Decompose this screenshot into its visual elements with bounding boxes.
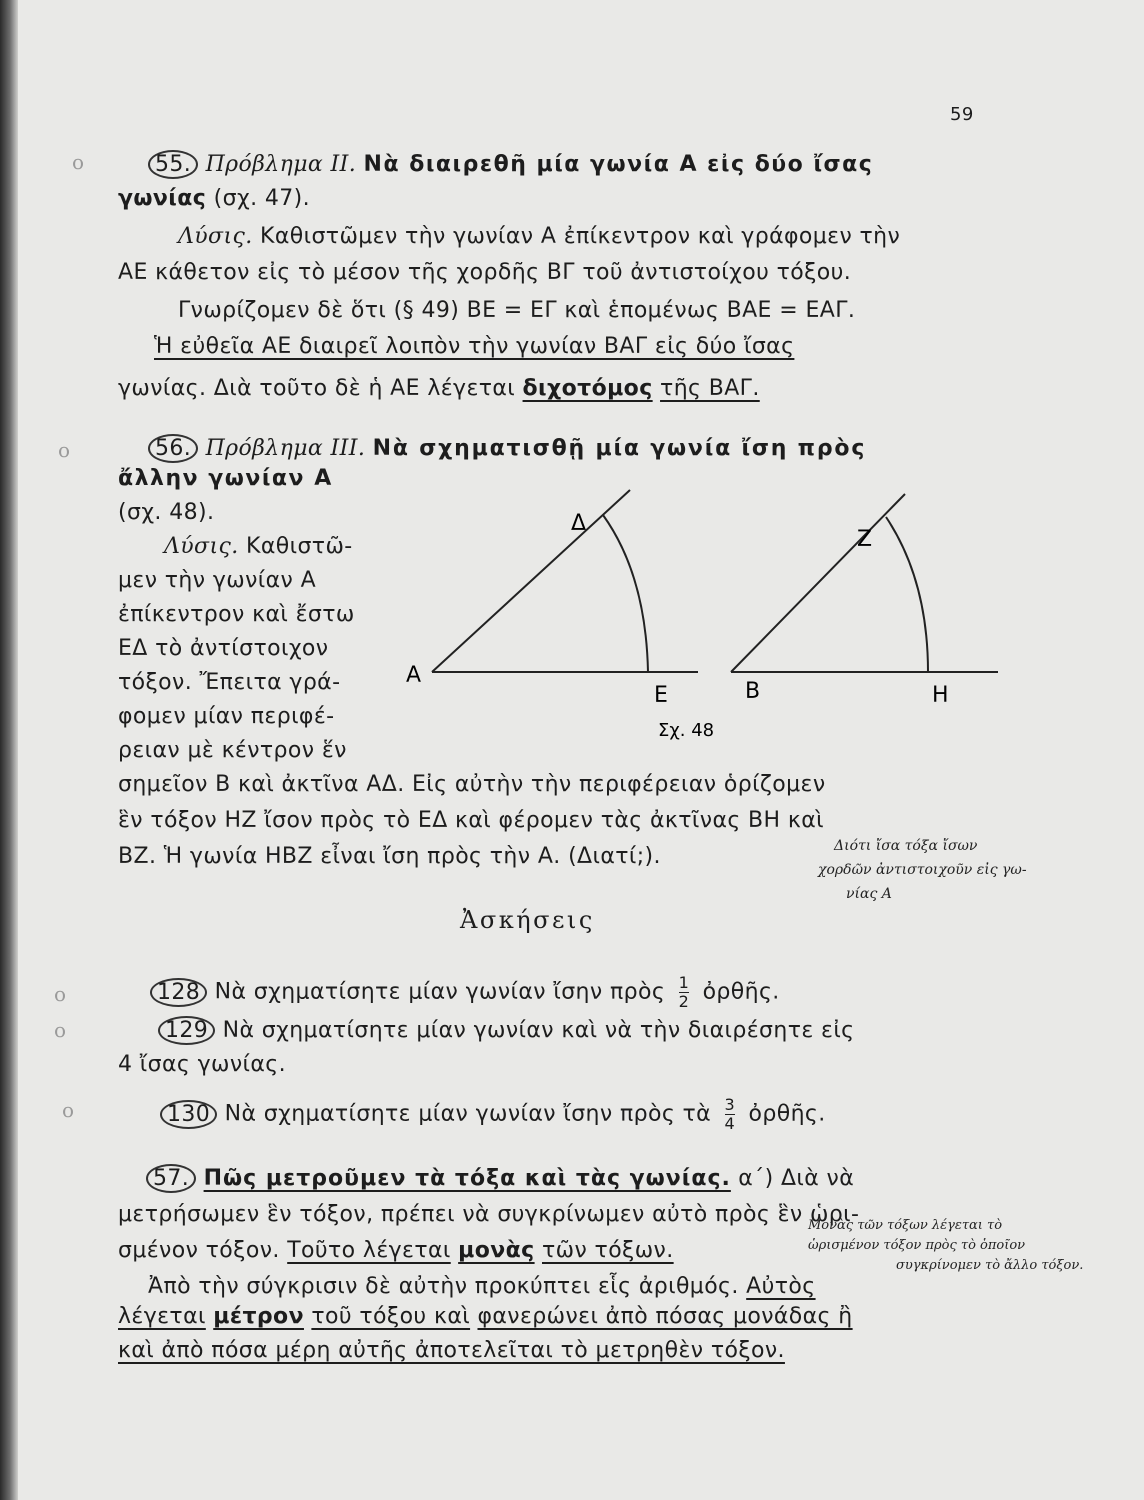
problem-statement: Νὰ διαιρεθῆ μία γωνία Α εἰς δύο ἴσας <box>363 152 874 177</box>
solution-line: μεν τὴν γωνίαν Α <box>118 568 317 593</box>
problem-number: 56. <box>148 434 198 463</box>
ray-ad <box>432 490 630 672</box>
page-number: 59 <box>950 104 974 125</box>
section-text: Ἀπὸ τὴν σύγκρισιν δὲ αὐτὴν προκύπτει εἷς ἀριθμός. <box>148 1274 739 1299</box>
section-line <box>118 1238 674 1263</box>
solution-text: Καθιστῶμεν τὴν γωνίαν Α ἐπίκεντρον καὶ γράφομεν τὴν <box>260 224 901 249</box>
solution-line <box>154 334 794 359</box>
exercise-text: ὀρθῆς. <box>702 979 780 1005</box>
exercise-129-cont: 4 ἴσας γωνίας. <box>118 1052 286 1077</box>
label-h: Η <box>932 683 949 708</box>
problem-number: 55. <box>148 150 198 179</box>
problem-56-line1 <box>148 434 866 463</box>
handwritten-note: νίας Α <box>846 886 892 902</box>
underlined-text: λέγεται <box>118 1304 206 1329</box>
solution-line <box>178 224 900 249</box>
exercises-heading: Ἀσκήσεις <box>460 906 595 934</box>
solution-line: ρειαν μὲ κέντρον ἕν <box>118 738 347 763</box>
section-text: σμένον τόξον. <box>118 1238 280 1263</box>
exercise-128 <box>150 974 780 1011</box>
exercise-129 <box>158 1016 854 1045</box>
solution-label: Λύσις. <box>164 534 239 559</box>
label-b: Β <box>745 679 761 704</box>
handwritten-note: χορδῶν ἀντιστοιχοῦν εἰς γω- <box>818 862 1027 878</box>
term-bisector: διχοτόμος <box>522 376 653 401</box>
handwritten-note: συγκρίνομεν τὸ ἄλλο τόξον. <box>896 1258 1084 1273</box>
fraction <box>725 1096 736 1133</box>
solution-line: ΑΕ κάθετον εἰς τὸ μέσον τῆς χορδῆς ΒΓ τοῦ ἀντιστοίχου τόξου. <box>118 260 852 285</box>
solution-line <box>118 376 760 401</box>
margin-mark: o <box>54 1018 67 1042</box>
exercise-number: 129 <box>158 1016 215 1045</box>
underlined-text: καὶ ἀπὸ πόσα μέρη αὐτῆς ἀποτελεῖται τὸ μετρηθὲν τόξον. <box>118 1338 785 1363</box>
underlined-text: τοῦ τόξου καὶ <box>311 1304 471 1329</box>
exercise-text: Νὰ σχηματίσητε μίαν γωνίαν ἴσην πρὸς τὰ <box>224 1101 712 1127</box>
handwritten-note: Μονὰς τῶν τόξων λέγεται τὸ <box>808 1218 1003 1233</box>
underlined-text: Τοῦτο λέγεται <box>287 1238 451 1263</box>
solution-line: σημεῖον Β καὶ ἀκτῖνα ΑΔ. Εἰς αὐτὴν τὴν περιφέρειαν ὁρίζομεν <box>118 772 826 797</box>
figure-caption: Σχ. 48 <box>658 720 715 741</box>
arc-ed <box>603 515 648 672</box>
solution-line: Γνωρίζομεν δὲ ὅτι (§ 49) ΒΕ = ΕΓ καὶ ἑπομένως ΒΑΕ = ΕΑΓ. <box>178 298 856 323</box>
solution-line <box>164 534 353 559</box>
exercise-text: Νὰ σχηματίσητε μίαν γωνίαν ἴσην πρὸς <box>214 979 666 1005</box>
solution-line: ἓν τόξον ΗΖ ἴσον πρὸς τὸ ΕΔ καὶ φέρομεν τὰς ἀκτῖνας ΒΗ καὶ <box>118 808 824 833</box>
section-text: α΄) Διὰ νὰ <box>738 1166 855 1191</box>
exercise-text: ὀρθῆς. <box>748 1101 826 1127</box>
handwritten-note: Διότι ἴσα τόξα ἴσων <box>834 838 978 854</box>
underlined-text: Ἡ εὐθεῖα ΑΕ διαιρεῖ λοιπὸν τὴν γωνίαν ΒΑΓ εἰς δύο ἴσας <box>154 334 795 359</box>
solution-line: ΒΖ. Ἡ γωνία ΗΒΖ εἶναι ἴση πρὸς τὴν Α. (Διατί;). <box>118 844 661 869</box>
section-title: Πῶς μετροῦμεν τὰ τόξα καὶ τὰς γωνίας. <box>203 1166 731 1191</box>
exercise-number: 128 <box>150 978 207 1007</box>
fraction-numerator: 1 <box>678 973 690 992</box>
exercise-130 <box>160 1096 826 1133</box>
solution-label: Λύσις. <box>178 224 253 249</box>
margin-mark: o <box>62 1098 75 1122</box>
figure-ref: (σχ. 48). <box>118 500 215 525</box>
solution-line: ἐπίκεντρον καὶ ἔστω <box>118 602 355 627</box>
section-line <box>118 1338 785 1363</box>
arc-hz <box>886 517 928 672</box>
term-measure: μέτρον <box>213 1304 304 1329</box>
solution-text: Καθιστῶ- <box>246 534 353 559</box>
section-line <box>148 1274 816 1299</box>
section-line <box>118 1304 853 1329</box>
fraction-denominator: 4 <box>724 1114 736 1133</box>
exercise-number: 130 <box>160 1100 217 1129</box>
book-page <box>18 0 1144 1500</box>
book-binding-edge <box>0 0 18 1500</box>
figure-48 <box>398 480 998 750</box>
underlined-text: φανερώνει ἀπὸ πόσας μονάδας ἢ <box>477 1304 853 1329</box>
solution-line: φομεν μίαν περιφέ- <box>118 704 335 729</box>
ray-bz <box>731 494 905 672</box>
problem-title: Πρόβλημα ΙΙΙ. <box>205 436 366 461</box>
label-e: Ε <box>654 683 668 708</box>
problem-title: Πρόβλημα ΙΙ. <box>205 152 357 177</box>
margin-mark: o <box>54 982 67 1006</box>
handwritten-note: ὡρισμένον τόξον πρὸς τὸ ὁποῖον <box>808 1238 1026 1253</box>
fraction-numerator: 3 <box>724 1095 736 1114</box>
problem-55-line1 <box>148 150 873 179</box>
solution-text: τῆς ΒΑΓ. <box>660 376 760 401</box>
problem-55-line2 <box>118 186 310 211</box>
problem-statement-cont: ἄλλην γωνίαν Α <box>118 466 333 491</box>
section-line: μετρήσωμεν ἓν τόξον, πρέπει νὰ συγκρίνωμεν αὐτὸ πρὸς ἓν ὡρι- <box>118 1202 860 1227</box>
figure-ref: (σχ. 47). <box>213 186 311 211</box>
solution-line: ΕΔ τὸ ἀντίστοιχον <box>118 636 329 661</box>
section-number: 57. <box>146 1164 196 1193</box>
exercise-text: Νὰ σχηματίσητε μίαν γωνίαν καὶ νὰ τὴν διαιρέσητε εἰς <box>222 1018 855 1043</box>
term-unit: μονὰς <box>458 1238 535 1263</box>
underlined-text: Αὐτὸς <box>746 1274 816 1299</box>
margin-mark: o <box>58 438 71 462</box>
margin-mark: o <box>72 150 85 174</box>
label-a: Α <box>406 663 422 688</box>
label-z: Ζ <box>857 527 873 552</box>
section-57-line1 <box>146 1164 854 1193</box>
problem-statement-cont: γωνίας <box>118 186 207 211</box>
fraction-denominator: 2 <box>678 992 690 1011</box>
label-d: Δ <box>571 511 587 536</box>
solution-line: τόξον. Ἔπειτα γρά- <box>118 670 341 695</box>
solution-text: γωνίας. Διὰ τοῦτο δὲ ἡ ΑΕ λέγεται <box>118 376 516 401</box>
fraction <box>679 974 690 1011</box>
underlined-text: τῶν τόξων. <box>542 1238 674 1263</box>
problem-statement: Νὰ σχηματισθῇ μία γωνία ἴση πρὸς <box>372 436 867 461</box>
